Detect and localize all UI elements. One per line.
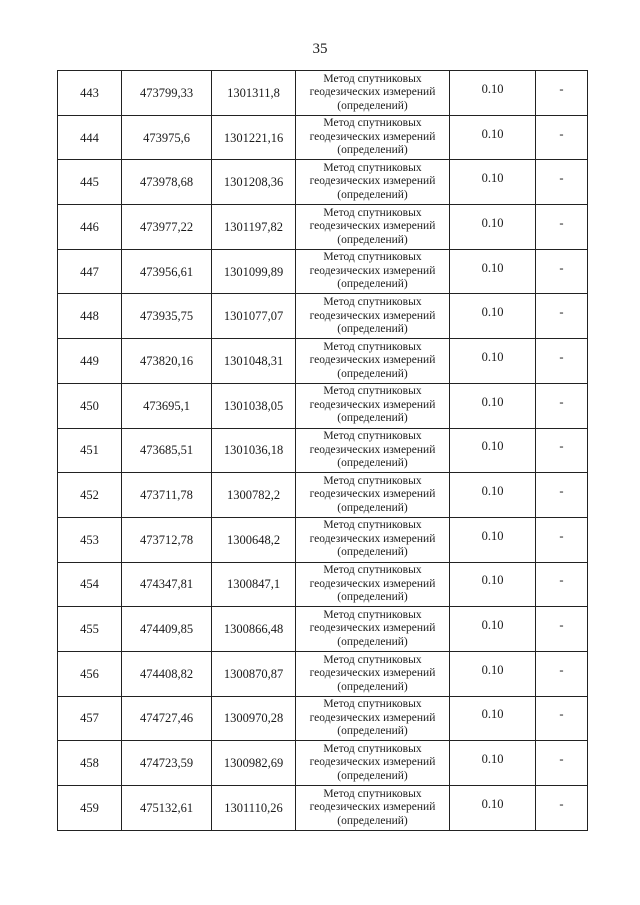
note-value: - [559, 662, 564, 677]
note-cell [536, 294, 588, 339]
accuracy-value: 0.10 [481, 707, 504, 722]
point-number-cell: 446 [58, 205, 122, 250]
x-coordinate-cell: 473978,68 [122, 160, 212, 205]
note-value: - [559, 394, 564, 409]
method-text-line: (определений) [337, 144, 408, 157]
method-cell [296, 205, 450, 250]
note-cell [536, 71, 588, 116]
note-cell [536, 428, 588, 473]
point-number-cell: 451 [58, 428, 122, 473]
method-text-line: (определений) [337, 680, 408, 693]
method-cell [296, 339, 450, 384]
method-text-line: Метод спутниковых [323, 787, 422, 800]
y-coordinate-cell: 1301038,05 [212, 383, 296, 428]
method-cell [296, 71, 450, 116]
method-cell [296, 741, 450, 786]
note-cell [536, 696, 588, 741]
accuracy-value: 0.10 [481, 618, 504, 633]
accuracy-value: 0.10 [481, 81, 504, 96]
method-cell [296, 651, 450, 696]
x-coordinate-cell: 473935,75 [122, 294, 212, 339]
x-coordinate-cell: 474409,85 [122, 607, 212, 652]
note-cell [536, 517, 588, 562]
y-coordinate-cell: 1300648,2 [212, 517, 296, 562]
method-text-line: Метод спутниковых [323, 742, 422, 755]
method-text-line: (определений) [337, 769, 408, 782]
method-text-line: Метод спутниковых [323, 564, 422, 577]
accuracy-value: 0.10 [481, 305, 504, 320]
method-text-line: Метод спутниковых [323, 340, 422, 353]
table-row [58, 741, 588, 786]
accuracy-cell [450, 651, 536, 696]
accuracy-value: 0.10 [481, 126, 504, 141]
method-cell [296, 696, 450, 741]
method-text-line: геодезических измерений [309, 264, 436, 277]
coordinates-table [57, 70, 588, 831]
point-number-cell: 455 [58, 607, 122, 652]
method-text-line: геодезических измерений [309, 130, 436, 143]
method-cell [296, 607, 450, 652]
accuracy-value: 0.10 [481, 796, 504, 811]
x-coordinate-cell: 473685,51 [122, 428, 212, 473]
y-coordinate-cell: 1300782,2 [212, 473, 296, 518]
note-cell [536, 383, 588, 428]
y-coordinate-cell: 1301077,07 [212, 294, 296, 339]
method-text-line: геодезических измерений [309, 532, 436, 545]
method-cell [296, 383, 450, 428]
method-text-line: Метод спутниковых [323, 698, 422, 711]
method-text-line: Метод спутниковых [323, 385, 422, 398]
method-text-line: геодезических измерений [309, 398, 436, 411]
accuracy-cell [450, 607, 536, 652]
accuracy-cell [450, 696, 536, 741]
method-text-line: геодезических измерений [309, 443, 436, 456]
method-text-line: (определений) [337, 412, 408, 425]
note-cell [536, 786, 588, 831]
y-coordinate-cell: 1301208,36 [212, 160, 296, 205]
accuracy-cell [450, 339, 536, 384]
method-text-line: геодезических измерений [309, 622, 436, 635]
table-row [58, 651, 588, 696]
note-value: - [559, 81, 564, 96]
method-text-line: (определений) [337, 501, 408, 514]
method-text-line: (определений) [337, 99, 408, 112]
y-coordinate-cell: 1301311,8 [212, 71, 296, 116]
accuracy-cell [450, 160, 536, 205]
x-coordinate-cell: 474723,59 [122, 741, 212, 786]
y-coordinate-cell: 1301048,31 [212, 339, 296, 384]
method-cell [296, 517, 450, 562]
point-number-cell: 443 [58, 71, 122, 116]
note-value: - [559, 349, 564, 364]
accuracy-cell [450, 205, 536, 250]
method-cell [296, 786, 450, 831]
table-row [58, 696, 588, 741]
x-coordinate-cell: 473820,16 [122, 339, 212, 384]
accuracy-value: 0.10 [481, 439, 504, 454]
table-row [58, 339, 588, 384]
method-text-line: (определений) [337, 278, 408, 291]
accuracy-cell [450, 249, 536, 294]
method-text-line: Метод спутниковых [323, 608, 422, 621]
method-cell [296, 294, 450, 339]
method-text-line: геодезических измерений [309, 711, 436, 724]
x-coordinate-cell: 474408,82 [122, 651, 212, 696]
accuracy-value: 0.10 [481, 662, 504, 677]
y-coordinate-cell: 1300866,48 [212, 607, 296, 652]
note-cell [536, 249, 588, 294]
point-number-cell: 445 [58, 160, 122, 205]
note-value: - [559, 171, 564, 186]
x-coordinate-cell: 473956,61 [122, 249, 212, 294]
x-coordinate-cell: 473799,33 [122, 71, 212, 116]
method-cell [296, 115, 450, 160]
accuracy-value: 0.10 [481, 484, 504, 499]
table-row [58, 517, 588, 562]
x-coordinate-cell: 473712,78 [122, 517, 212, 562]
table-row [58, 205, 588, 250]
point-number-cell: 447 [58, 249, 122, 294]
note-value: - [559, 528, 564, 543]
note-cell [536, 562, 588, 607]
point-number-cell: 450 [58, 383, 122, 428]
note-value: - [559, 618, 564, 633]
accuracy-cell [450, 473, 536, 518]
method-text-line: Метод спутниковых [323, 117, 422, 130]
method-text-line: геодезических измерений [309, 488, 436, 501]
x-coordinate-cell: 474347,81 [122, 562, 212, 607]
method-cell [296, 473, 450, 518]
x-coordinate-cell: 473977,22 [122, 205, 212, 250]
method-cell [296, 428, 450, 473]
method-text-line: геодезических измерений [309, 801, 436, 814]
point-number-cell: 458 [58, 741, 122, 786]
x-coordinate-cell: 473975,6 [122, 115, 212, 160]
y-coordinate-cell: 1301221,16 [212, 115, 296, 160]
method-text-line: (определений) [337, 457, 408, 470]
method-text-line: Метод спутниковых [323, 161, 422, 174]
accuracy-value: 0.10 [481, 752, 504, 767]
method-text-line: Метод спутниковых [323, 519, 422, 532]
method-cell [296, 160, 450, 205]
y-coordinate-cell: 1301110,26 [212, 786, 296, 831]
accuracy-cell [450, 383, 536, 428]
note-value: - [559, 126, 564, 141]
point-number-cell: 454 [58, 562, 122, 607]
accuracy-value: 0.10 [481, 171, 504, 186]
method-text-line: (определений) [337, 546, 408, 559]
accuracy-cell [450, 517, 536, 562]
point-number-cell: 449 [58, 339, 122, 384]
accuracy-value: 0.10 [481, 215, 504, 230]
accuracy-value: 0.10 [481, 260, 504, 275]
point-number-cell: 457 [58, 696, 122, 741]
method-text-line: (определений) [337, 591, 408, 604]
table-row [58, 115, 588, 160]
page-number: 35 [312, 41, 328, 57]
table-row [58, 71, 588, 116]
method-text-line: геодезических измерений [309, 86, 436, 99]
note-cell [536, 339, 588, 384]
y-coordinate-cell: 1300982,69 [212, 741, 296, 786]
method-text-line: (определений) [337, 233, 408, 246]
table-row [58, 383, 588, 428]
note-value: - [559, 796, 564, 811]
point-number-cell: 456 [58, 651, 122, 696]
method-text-line: геодезических измерений [309, 354, 436, 367]
table-row [58, 786, 588, 831]
table-row [58, 562, 588, 607]
table-row [58, 249, 588, 294]
method-text-line: (определений) [337, 323, 408, 336]
point-number-cell: 448 [58, 294, 122, 339]
method-text-line: Метод спутниковых [323, 206, 422, 219]
y-coordinate-cell: 1300847,1 [212, 562, 296, 607]
table-row [58, 294, 588, 339]
y-coordinate-cell: 1300970,28 [212, 696, 296, 741]
method-text-line: (определений) [337, 725, 408, 738]
note-value: - [559, 305, 564, 320]
table-body [58, 71, 588, 831]
method-text-line: геодезических измерений [309, 667, 436, 680]
method-text-line: Метод спутниковых [323, 653, 422, 666]
method-text-line: Метод спутниковых [323, 430, 422, 443]
method-text-line: геодезических измерений [309, 309, 436, 322]
point-number-cell: 459 [58, 786, 122, 831]
note-value: - [559, 707, 564, 722]
accuracy-cell [450, 294, 536, 339]
table-row [58, 160, 588, 205]
accuracy-cell [450, 428, 536, 473]
method-text-line: (определений) [337, 188, 408, 201]
accuracy-cell [450, 786, 536, 831]
method-text-line: (определений) [337, 367, 408, 380]
accuracy-value: 0.10 [481, 394, 504, 409]
note-cell [536, 607, 588, 652]
point-number-cell: 444 [58, 115, 122, 160]
table-row [58, 428, 588, 473]
accuracy-cell [450, 741, 536, 786]
note-cell [536, 473, 588, 518]
accuracy-cell [450, 562, 536, 607]
note-cell [536, 205, 588, 250]
method-cell [296, 249, 450, 294]
note-cell [536, 651, 588, 696]
method-text-line: (определений) [337, 635, 408, 648]
y-coordinate-cell: 1301099,89 [212, 249, 296, 294]
method-text-line: геодезических измерений [309, 577, 436, 590]
method-text-line: (определений) [337, 814, 408, 827]
method-text-line: геодезических измерений [309, 756, 436, 769]
table-row [58, 607, 588, 652]
accuracy-value: 0.10 [481, 528, 504, 543]
note-value: - [559, 752, 564, 767]
note-value: - [559, 439, 564, 454]
note-value: - [559, 260, 564, 275]
method-text-line: геодезических измерений [309, 220, 436, 233]
method-text-line: Метод спутниковых [323, 251, 422, 264]
note-cell [536, 160, 588, 205]
point-number-cell: 453 [58, 517, 122, 562]
note-cell [536, 115, 588, 160]
note-value: - [559, 484, 564, 499]
x-coordinate-cell: 474727,46 [122, 696, 212, 741]
point-number-cell: 452 [58, 473, 122, 518]
method-text-line: Метод спутниковых [323, 296, 422, 309]
method-text-line: геодезических измерений [309, 175, 436, 188]
note-cell [536, 741, 588, 786]
accuracy-cell [450, 71, 536, 116]
note-value: - [559, 215, 564, 230]
method-text-line: Метод спутниковых [323, 474, 422, 487]
x-coordinate-cell: 475132,61 [122, 786, 212, 831]
method-cell [296, 562, 450, 607]
x-coordinate-cell: 473695,1 [122, 383, 212, 428]
method-text-line: Метод спутниковых [323, 72, 422, 85]
accuracy-value: 0.10 [481, 573, 504, 588]
accuracy-cell [450, 115, 536, 160]
table-row [58, 473, 588, 518]
note-value: - [559, 573, 564, 588]
y-coordinate-cell: 1300870,87 [212, 651, 296, 696]
y-coordinate-cell: 1301036,18 [212, 428, 296, 473]
x-coordinate-cell: 473711,78 [122, 473, 212, 518]
y-coordinate-cell: 1301197,82 [212, 205, 296, 250]
accuracy-value: 0.10 [481, 349, 504, 364]
